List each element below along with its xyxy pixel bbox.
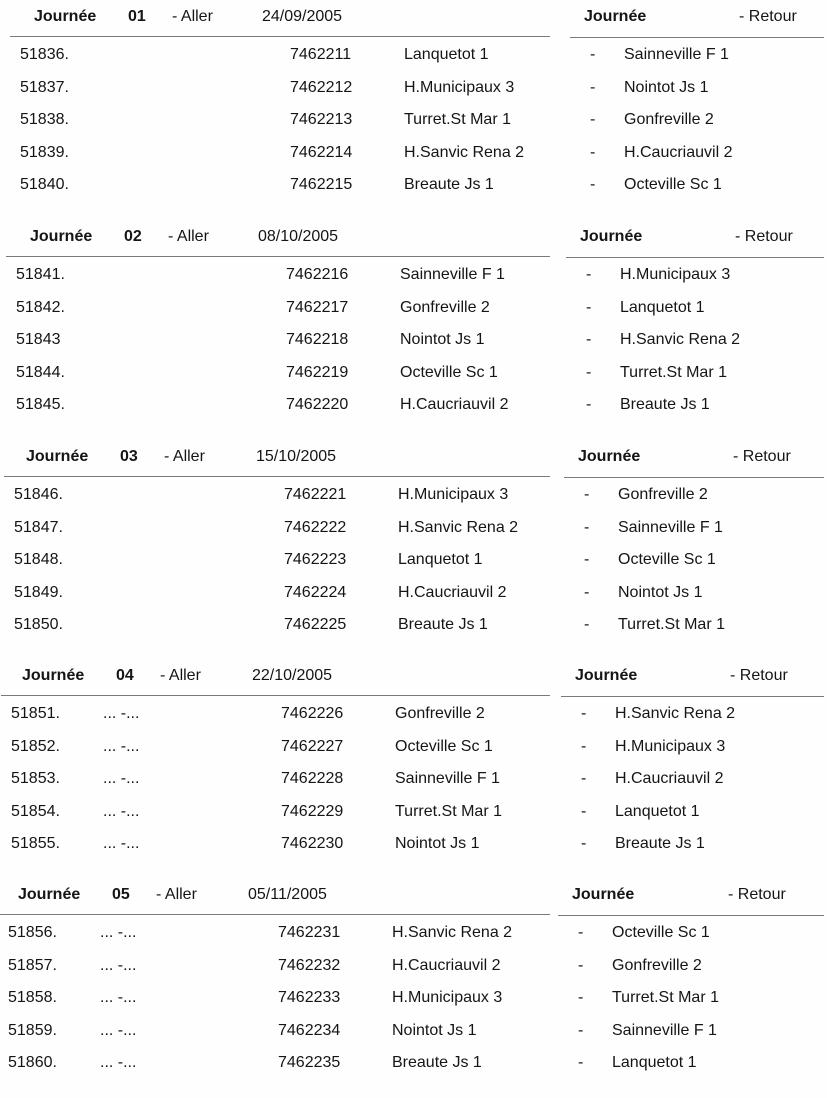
home-team: H.Caucriauvil 2 bbox=[400, 396, 509, 413]
home-team: Octeville Sc 1 bbox=[400, 363, 498, 381]
match-code: 7462221 bbox=[284, 486, 347, 503]
home-team: Nointot Js 1 bbox=[392, 1021, 477, 1039]
match-id: 51856. bbox=[8, 924, 57, 941]
away-team: Turret.St Mar 1 bbox=[618, 616, 725, 633]
home-team: H.Caucriauvil 2 bbox=[398, 583, 507, 601]
away-team: H.Municipaux 3 bbox=[620, 266, 731, 283]
retour-label: - Retour bbox=[730, 667, 788, 684]
match-row bbox=[0, 299, 827, 331]
match-placeholder: ... -... bbox=[100, 1054, 137, 1071]
match-id: 51858. bbox=[8, 989, 57, 1006]
retour-dash: - bbox=[578, 924, 584, 941]
retour-header-rule bbox=[566, 257, 824, 258]
match-row bbox=[0, 803, 827, 835]
match-placeholder: ... -... bbox=[103, 802, 140, 820]
away-team: H.Municipaux 3 bbox=[615, 737, 726, 755]
aller-label: - Aller bbox=[172, 8, 213, 25]
retour-dash: - bbox=[581, 737, 587, 755]
home-team: Gonfreville 2 bbox=[395, 705, 485, 722]
retour-journee-label: Journée bbox=[578, 448, 641, 465]
retour-dash: - bbox=[590, 143, 596, 161]
journee-number: 04 bbox=[116, 667, 134, 684]
retour-header-rule bbox=[558, 915, 824, 916]
retour-dash: - bbox=[578, 1054, 584, 1071]
home-team: Turret.St Mar 1 bbox=[404, 111, 511, 128]
home-team: Breaute Js 1 bbox=[392, 1054, 482, 1071]
away-team: Turret.St Mar 1 bbox=[620, 363, 727, 381]
match-row bbox=[0, 1054, 827, 1086]
match-id: 51838. bbox=[20, 111, 69, 128]
retour-dash: - bbox=[578, 956, 584, 974]
away-team: Octeville Sc 1 bbox=[612, 924, 710, 941]
match-code: 7462233 bbox=[278, 989, 341, 1006]
match-code: 7462219 bbox=[286, 363, 349, 381]
match-id: 51850. bbox=[14, 616, 63, 633]
away-team: H.Caucriauvil 2 bbox=[624, 143, 733, 161]
journee-header bbox=[0, 886, 827, 916]
match-id: 51852. bbox=[11, 737, 60, 755]
retour-dash: - bbox=[586, 298, 592, 316]
match-code: 7462231 bbox=[278, 924, 341, 941]
away-team: H.Caucriauvil 2 bbox=[615, 770, 724, 787]
match-code: 7462214 bbox=[290, 143, 353, 161]
away-team: Sainneville F 1 bbox=[624, 46, 729, 63]
journee-header bbox=[0, 8, 827, 38]
match-placeholder: ... -... bbox=[103, 705, 140, 722]
home-team: H.Sanvic Rena 2 bbox=[404, 143, 525, 161]
match-code: 7462222 bbox=[284, 518, 347, 536]
home-team: Breaute Js 1 bbox=[398, 616, 488, 633]
match-id: 51857. bbox=[8, 956, 57, 974]
match-row bbox=[0, 266, 827, 298]
home-team: H.Municipaux 3 bbox=[392, 989, 503, 1006]
retour-label: - Retour bbox=[739, 8, 797, 25]
aller-header-rule bbox=[6, 256, 550, 257]
retour-dash: - bbox=[584, 518, 590, 536]
retour-journee-label: Journée bbox=[575, 667, 638, 684]
match-id: 51839. bbox=[20, 143, 69, 161]
retour-label: - Retour bbox=[733, 448, 791, 465]
retour-label: - Retour bbox=[735, 228, 793, 245]
match-id: 51859. bbox=[8, 1021, 57, 1039]
retour-dash: - bbox=[584, 583, 590, 601]
journee-label: Journée bbox=[22, 667, 85, 684]
aller-header-rule bbox=[4, 476, 550, 477]
match-row bbox=[0, 924, 827, 956]
home-team: H.Sanvic Rena 2 bbox=[392, 924, 513, 941]
match-code: 7462215 bbox=[290, 176, 353, 193]
retour-header-rule bbox=[564, 477, 824, 478]
away-team: Breaute Js 1 bbox=[620, 396, 710, 413]
match-code: 7462235 bbox=[278, 1054, 341, 1071]
match-row bbox=[0, 486, 827, 518]
match-code: 7462228 bbox=[281, 770, 344, 787]
home-team: Octeville Sc 1 bbox=[395, 737, 493, 755]
match-code: 7462220 bbox=[286, 396, 349, 413]
match-row bbox=[0, 705, 827, 737]
match-id: 51843 bbox=[16, 331, 61, 348]
retour-dash: - bbox=[590, 176, 596, 193]
match-id: 51836. bbox=[20, 46, 69, 63]
match-row bbox=[0, 551, 827, 583]
journee-block bbox=[0, 886, 827, 1098]
home-team: H.Municipaux 3 bbox=[404, 78, 515, 96]
home-team: Lanquetot 1 bbox=[404, 46, 489, 63]
home-team: H.Caucriauvil 2 bbox=[392, 956, 501, 974]
match-placeholder: ... -... bbox=[100, 1021, 137, 1039]
match-code: 7462212 bbox=[290, 78, 353, 96]
retour-dash: - bbox=[581, 770, 587, 787]
away-team: Turret.St Mar 1 bbox=[612, 989, 719, 1006]
aller-header-rule bbox=[0, 914, 550, 915]
home-team: Turret.St Mar 1 bbox=[395, 802, 502, 820]
retour-header-rule bbox=[561, 696, 824, 697]
journee-number: 02 bbox=[124, 228, 142, 245]
away-team: Lanquetot 1 bbox=[612, 1054, 697, 1071]
retour-dash: - bbox=[578, 989, 584, 1006]
aller-label: - Aller bbox=[160, 667, 201, 684]
away-team: Lanquetot 1 bbox=[615, 802, 700, 820]
journee-label: Journée bbox=[18, 886, 81, 903]
match-code: 7462226 bbox=[281, 705, 344, 722]
home-team: Nointot Js 1 bbox=[395, 835, 480, 852]
match-code: 7462218 bbox=[286, 331, 349, 348]
match-id: 51860. bbox=[8, 1054, 57, 1071]
match-row bbox=[0, 957, 827, 989]
match-id: 51845. bbox=[16, 396, 65, 413]
match-id: 51855. bbox=[11, 835, 60, 852]
home-team: Lanquetot 1 bbox=[398, 551, 483, 568]
retour-dash: - bbox=[581, 802, 587, 820]
journee-block bbox=[0, 667, 827, 879]
away-team: H.Sanvic Rena 2 bbox=[620, 331, 741, 348]
retour-label: - Retour bbox=[728, 886, 786, 903]
match-code: 7462225 bbox=[284, 616, 347, 633]
journee-header bbox=[0, 667, 827, 697]
match-row bbox=[0, 331, 827, 363]
retour-journee-label: Journée bbox=[572, 886, 635, 903]
aller-label: - Aller bbox=[168, 228, 209, 245]
match-id: 51840. bbox=[20, 176, 69, 193]
match-row bbox=[0, 616, 827, 648]
match-id: 51849. bbox=[14, 583, 63, 601]
away-team: Sainneville F 1 bbox=[618, 518, 723, 536]
aller-header-rule bbox=[10, 36, 550, 37]
home-team: Gonfreville 2 bbox=[400, 298, 490, 316]
match-row bbox=[0, 144, 827, 176]
retour-dash: - bbox=[586, 363, 592, 381]
journee-label: Journée bbox=[30, 228, 93, 245]
journee-header bbox=[0, 228, 827, 258]
match-row bbox=[0, 111, 827, 143]
away-team: Gonfreville 2 bbox=[612, 956, 702, 974]
home-team: H.Municipaux 3 bbox=[398, 486, 509, 503]
match-row bbox=[0, 584, 827, 616]
match-id: 51846. bbox=[14, 486, 63, 503]
home-team: Sainneville F 1 bbox=[395, 770, 500, 787]
retour-header-rule bbox=[570, 37, 824, 38]
match-code: 7462211 bbox=[290, 46, 352, 63]
retour-dash: - bbox=[586, 396, 592, 413]
journee-label: Journée bbox=[26, 448, 89, 465]
match-code: 7462227 bbox=[281, 737, 344, 755]
match-placeholder: ... -... bbox=[100, 924, 137, 941]
away-team: Nointot Js 1 bbox=[618, 583, 703, 601]
journee-date: 22/10/2005 bbox=[252, 667, 333, 684]
match-id: 51853. bbox=[11, 770, 60, 787]
away-team: Sainneville F 1 bbox=[612, 1021, 717, 1039]
aller-label: - Aller bbox=[156, 886, 197, 903]
match-placeholder: ... -... bbox=[103, 737, 140, 755]
retour-journee-label: Journée bbox=[580, 228, 643, 245]
match-code: 7462234 bbox=[278, 1021, 341, 1039]
retour-dash: - bbox=[590, 111, 596, 128]
away-team: Gonfreville 2 bbox=[624, 111, 714, 128]
match-row bbox=[0, 396, 827, 428]
match-row bbox=[0, 1022, 827, 1054]
home-team: Nointot Js 1 bbox=[400, 331, 485, 348]
match-code: 7462223 bbox=[284, 551, 347, 568]
retour-dash: - bbox=[578, 1021, 584, 1039]
journee-number: 03 bbox=[120, 448, 138, 465]
home-team: Sainneville F 1 bbox=[400, 266, 505, 283]
retour-dash: - bbox=[584, 616, 590, 633]
retour-dash: - bbox=[590, 78, 596, 96]
journee-date: 15/10/2005 bbox=[256, 448, 337, 465]
match-id: 51837. bbox=[20, 78, 69, 96]
match-row bbox=[0, 738, 827, 770]
match-code: 7462232 bbox=[278, 956, 341, 974]
retour-dash: - bbox=[586, 266, 592, 283]
journee-date: 24/09/2005 bbox=[262, 8, 343, 25]
journee-block bbox=[0, 8, 827, 220]
match-code: 7462229 bbox=[281, 802, 344, 820]
retour-dash: - bbox=[584, 551, 590, 568]
match-code: 7462217 bbox=[286, 298, 349, 316]
match-id: 51854. bbox=[11, 802, 60, 820]
match-row bbox=[0, 519, 827, 551]
journee-label: Journée bbox=[34, 8, 97, 25]
match-row bbox=[0, 46, 827, 78]
match-code: 7462213 bbox=[290, 111, 353, 128]
match-code: 7462216 bbox=[286, 266, 349, 283]
match-id: 51847. bbox=[14, 518, 63, 536]
match-id: 51848. bbox=[14, 551, 63, 568]
retour-dash: - bbox=[586, 331, 592, 348]
match-row bbox=[0, 364, 827, 396]
match-placeholder: ... -... bbox=[103, 770, 140, 787]
match-row bbox=[0, 835, 827, 867]
match-row bbox=[0, 770, 827, 802]
match-id: 51841. bbox=[16, 266, 65, 283]
journee-header bbox=[0, 448, 827, 478]
match-id: 51851. bbox=[11, 705, 60, 722]
match-placeholder: ... -... bbox=[103, 835, 140, 852]
aller-label: - Aller bbox=[164, 448, 205, 465]
journee-date: 08/10/2005 bbox=[258, 228, 339, 245]
away-team: Breaute Js 1 bbox=[615, 835, 705, 852]
home-team: Breaute Js 1 bbox=[404, 176, 494, 193]
match-placeholder: ... -... bbox=[100, 956, 137, 974]
match-row bbox=[0, 79, 827, 111]
retour-dash: - bbox=[584, 486, 590, 503]
retour-dash: - bbox=[581, 835, 587, 852]
journee-block bbox=[0, 448, 827, 660]
away-team: Octeville Sc 1 bbox=[624, 176, 722, 193]
match-id: 51844. bbox=[16, 363, 65, 381]
match-code: 7462230 bbox=[281, 835, 344, 852]
retour-journee-label: Journée bbox=[584, 8, 647, 25]
away-team: Octeville Sc 1 bbox=[618, 551, 716, 568]
home-team: H.Sanvic Rena 2 bbox=[398, 518, 519, 536]
match-row bbox=[0, 176, 827, 208]
match-code: 7462224 bbox=[284, 583, 347, 601]
retour-dash: - bbox=[590, 46, 596, 63]
away-team: H.Sanvic Rena 2 bbox=[615, 705, 736, 722]
aller-header-rule bbox=[1, 695, 550, 696]
match-placeholder: ... -... bbox=[100, 989, 137, 1006]
retour-dash: - bbox=[581, 705, 587, 722]
journee-number: 05 bbox=[112, 886, 130, 903]
match-row bbox=[0, 989, 827, 1021]
away-team: Nointot Js 1 bbox=[624, 78, 709, 96]
away-team: Lanquetot 1 bbox=[620, 298, 705, 316]
away-team: Gonfreville 2 bbox=[618, 486, 708, 503]
journee-number: 01 bbox=[128, 8, 146, 25]
journee-date: 05/11/2005 bbox=[248, 886, 327, 903]
match-id: 51842. bbox=[16, 298, 65, 316]
journee-block bbox=[0, 228, 827, 440]
